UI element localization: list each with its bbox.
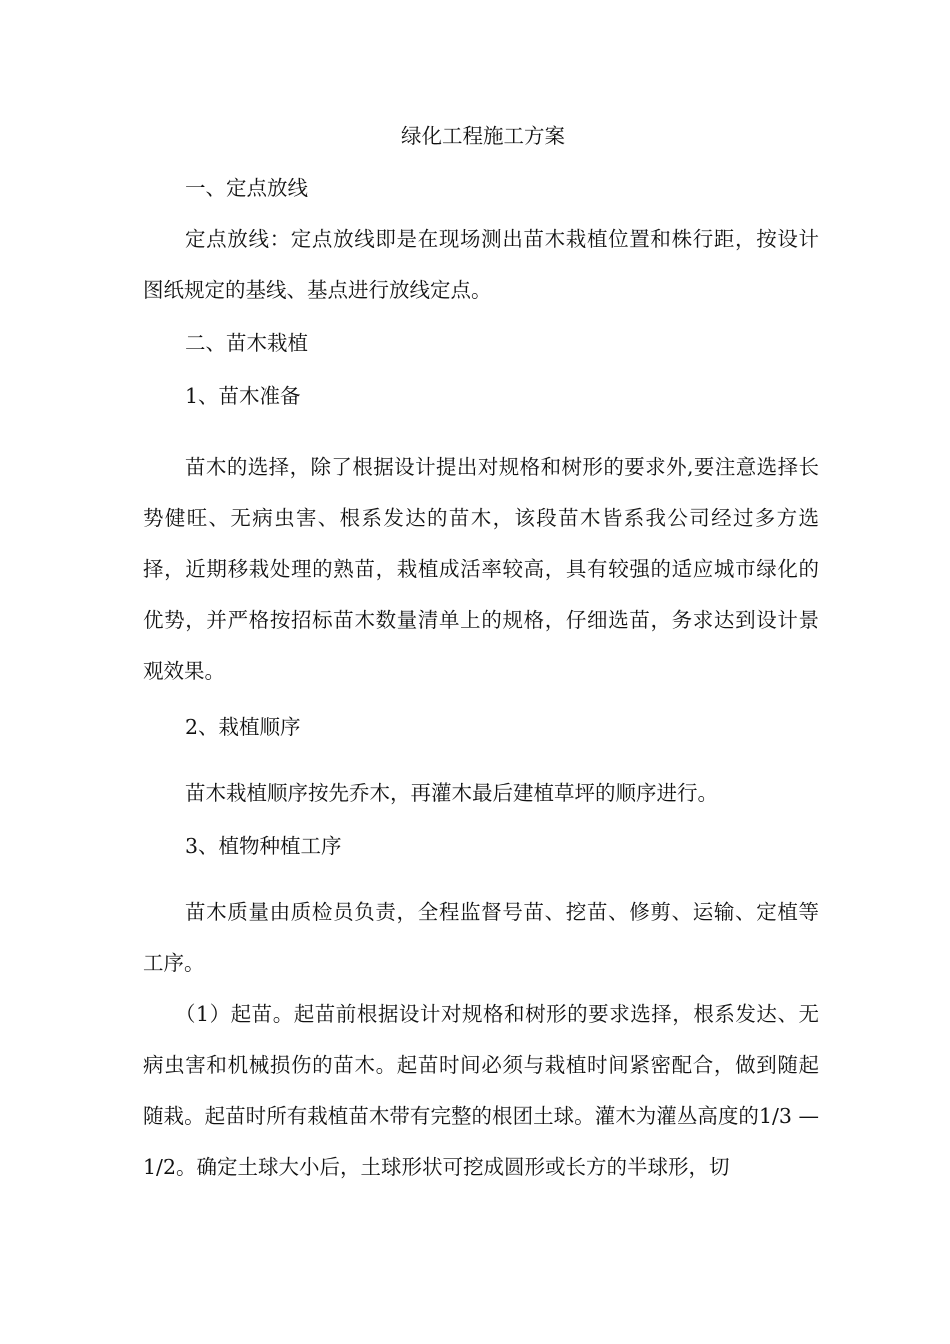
subheading-seedling-prep: 1、苗木准备 bbox=[185, 384, 301, 408]
subheading-planting-process: 3、植物种植工序 bbox=[185, 834, 342, 858]
section-heading-2: 二、苗木栽植 bbox=[185, 331, 308, 355]
paragraph-layout-stakeout: 定点放线：定点放线即是在现场测出苗木栽植位置和株行距，按设计图纸规定的基线、基点进行放线定点。 bbox=[143, 227, 819, 302]
paragraph-planting-order: 苗木栽植顺序按先乔木，再灌木最后建植草坪的顺序进行。 bbox=[185, 781, 718, 805]
document-body bbox=[143, 114, 819, 1193]
paragraph-quality-supervision: 苗木质量由质检员负责，全程监督号苗、挖苗、修剪、运输、定植等工序。 bbox=[143, 900, 819, 975]
document-title: 绿化工程施工方案 bbox=[401, 124, 565, 148]
section-heading-1: 一、定点放线 bbox=[185, 176, 308, 200]
paragraph-seedling-selection: 苗木的选择，除了根据设计提出对规格和树形的要求外,要注意选择长势健旺、无病虫害、根系发达的苗木，该段苗木皆系我公司经过多方选择，近期移栽处理的熟苗，栽植成活率较高，具有较强的适应城市绿化的优势，并严格按招标苗木数量清单上的规格，仔细选苗，务求达到设计景观效果。 bbox=[143, 455, 819, 683]
paragraph-lifting-seedlings: （1）起苗。起苗前根据设计对规格和树形的要求选择，根系发达、无病虫害和机械损伤的苗木。起苗时间必须与栽植时间紧密配合，做到随起随栽。起苗时所有栽植苗木带有完整的根团土球。灌木为灌丛高度的1/3 —1/2。确定土球大小后，土球形状可挖成圆形或长方的半球形，切 bbox=[143, 1002, 819, 1179]
subheading-planting-order: 2、栽植顺序 bbox=[185, 715, 301, 739]
